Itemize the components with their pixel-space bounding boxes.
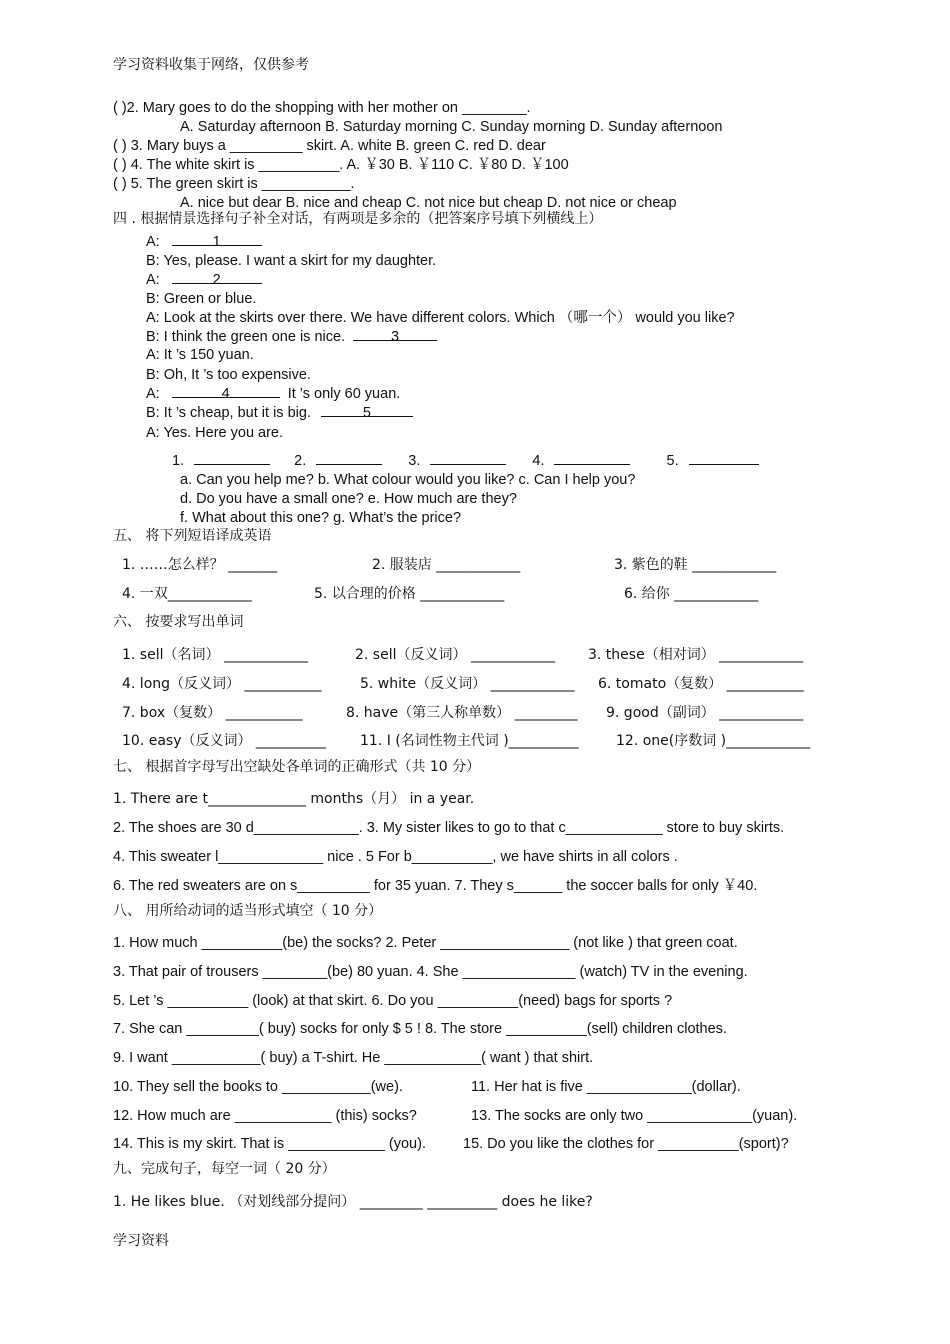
verb-line-4: 7. She can _________( buy) socks for only $ 5 ! 8. The store __________(sell) children clothes. — [113, 1021, 727, 1037]
blank-number-2: 2 — [212, 272, 221, 288]
dialog-line-9: A: 4 It ’s only 60 yuan. — [146, 386, 401, 402]
word-item-7: 7. box（复数） ___________ — [122, 705, 303, 721]
word-item-6: 6. tomato（复数） ___________ — [598, 676, 804, 692]
page-header: 学习资料收集于网络，仅供参考 — [113, 57, 309, 73]
dialog-line-10: B: It ’s cheap, but it is big. 5 — [146, 404, 413, 422]
section-4-title: 四 . 根据情景选择句子补全对话，有两项是多余的（把答案序号填下列横线上） — [113, 211, 603, 227]
dialog-line-6: B: I think the green one is nice. 3 — [146, 328, 437, 346]
page-footer: 学习资料 — [113, 1233, 169, 1249]
answer-label-1: 1. — [172, 453, 185, 469]
sentence-1: 1. He likes blue. （对划线部分提问） _________ __________ does he like? — [113, 1194, 593, 1210]
verb-line-2: 3. That pair of trousers ________(be) 80 yuan. 4. She ______________ (watch) TV in the evening. — [113, 964, 748, 980]
question-3: ( ) 3. Mary buys a _________ skirt. A. white B. green C. red D. dear — [113, 138, 546, 154]
verb-line-8b: 15. Do you like the clothes for __________(sport)? — [463, 1136, 789, 1152]
phrase-4: 4. 一双____________ — [122, 586, 252, 602]
dialog-line-7: A: It ’s 150 yuan. — [146, 347, 254, 363]
section-6-title: 六、 按要求写出单词 — [113, 614, 244, 630]
blank-number-4: 4 — [221, 386, 230, 402]
word-item-1: 1. sell（名词） ____________ — [122, 647, 308, 663]
dialog-line-1: A: 1 — [146, 233, 262, 251]
answer-label-4: 4. — [532, 453, 545, 469]
verb-line-8a: 14. This is my skirt. That is ____________ (you). — [113, 1136, 426, 1152]
dialog-line-5: A: Look at the skirts over there. We have different colors. Which （哪一个） would you like? — [146, 310, 735, 326]
section-9-title: 九、完成句子，每空一词（ 20 分） — [113, 1161, 336, 1177]
word-item-10: 10. easy（反义词） __________ — [122, 733, 326, 749]
word-item-2: 2. sell（反义词） ____________ — [355, 647, 555, 663]
verb-line-7b: 13. The socks are only two _____________(yuan). — [471, 1108, 798, 1124]
dialog-line-8: B: Oh, It ’s too expensive. — [146, 367, 311, 383]
blank-number-3: 3 — [391, 329, 400, 345]
verb-line-3: 5. Let ’s __________ (look) at that skirt. 6. Do you __________(need) bags for sports ? — [113, 993, 673, 1009]
spelling-line-3: 4. This sweater l_____________ nice . 5 For b__________, we have shirts in all colors . — [113, 849, 678, 865]
dialog-line-3: A: 2 — [146, 271, 262, 289]
verb-line-7a: 12. How much are ____________ (this) socks? — [113, 1108, 417, 1124]
option-line-2: d. Do you have a small one? e. How much are they? — [180, 491, 517, 507]
dialog-line-11: A: Yes. Here you are. — [146, 425, 284, 441]
spelling-line-2: 2. The shoes are 30 d_____________. 3. My sister likes to go to that c____________ store to buy skirts. — [113, 820, 785, 836]
spelling-line-1: 1. There are t______________ months（月） in a year. — [113, 791, 475, 807]
phrase-5: 5. 以合理的价格 ____________ — [314, 586, 505, 602]
verb-line-6a: 10. They sell the books to ___________(we). — [113, 1079, 403, 1095]
word-item-3: 3. these（相对词） ____________ — [588, 647, 804, 663]
answer-label-3: 3. — [408, 453, 421, 469]
word-item-11: 11. I (名词性物主代词 )__________ — [360, 733, 579, 749]
section-8-title: 八、 用所给动词的适当形式填空（ 10 分） — [113, 903, 383, 919]
word-item-9: 9. good（副词） ____________ — [606, 705, 804, 721]
blank-number-1: 1 — [212, 234, 221, 250]
question-2: ( )2. Mary goes to do the shopping with her mother on ________. — [113, 100, 531, 116]
phrase-3: 3. 紫色的鞋 ____________ — [614, 557, 777, 573]
answer-label-5: 5. — [666, 453, 679, 469]
question-4: ( ) 4. The white skirt is __________. A. ￥30 B. ￥110 C. ￥80 D. ￥100 — [113, 157, 569, 173]
spelling-line-4: 6. The red sweaters are on s_________ for 35 yuan. 7. They s______ the soccer balls for only ￥40. — [113, 878, 758, 894]
dialog-line-4: B: Green or blue. — [146, 291, 257, 307]
phrase-1: 1. ……怎么样？ _______ — [122, 557, 278, 573]
word-item-5: 5. white（反义词） ____________ — [360, 676, 575, 692]
phrase-2: 2. 服装店 ____________ — [372, 557, 521, 573]
word-item-8: 8. have（第三人称单数） _________ — [346, 705, 578, 721]
blank-number-5: 5 — [362, 405, 371, 421]
phrase-6: 6. 给你 ____________ — [624, 586, 759, 602]
verb-line-6b: 11. Her hat is five _____________(dollar). — [471, 1079, 741, 1095]
question-5: ( ) 5. The green skirt is ___________. — [113, 176, 355, 192]
answer-label-2: 2. — [294, 453, 307, 469]
question-2-options: A. Saturday afternoon B. Saturday morning C. Sunday morning D. Sunday afternoon — [180, 119, 723, 135]
word-item-4: 4. long（反义词） ___________ — [122, 676, 322, 692]
verb-line-5: 9. I want ___________( buy) a T-shirt. He ____________( want ) that shirt. — [113, 1050, 594, 1066]
answer-line — [172, 452, 759, 470]
section-5-title: 五、 将下列短语译成英语 — [113, 528, 272, 544]
word-item-12: 12. one(序数词 )____________ — [616, 733, 811, 749]
verb-line-1: 1. How much __________(be) the socks? 2. Peter ________________ (not like ) that green coat. — [113, 935, 738, 951]
dialog-line-2: B: Yes, please. I want a skirt for my daughter. — [146, 253, 437, 269]
option-line-1: a. Can you help me? b. What colour would you like? c. Can I help you? — [180, 472, 636, 488]
option-line-3: f. What about this one? g. What’s the price? — [180, 510, 462, 526]
question-5-options: A. nice but dear B. nice and cheap C. not nice but cheap D. not nice or cheap — [180, 195, 677, 211]
section-7-title: 七、 根据首字母写出空缺处各单词的正确形式（共 10 分） — [113, 759, 481, 775]
